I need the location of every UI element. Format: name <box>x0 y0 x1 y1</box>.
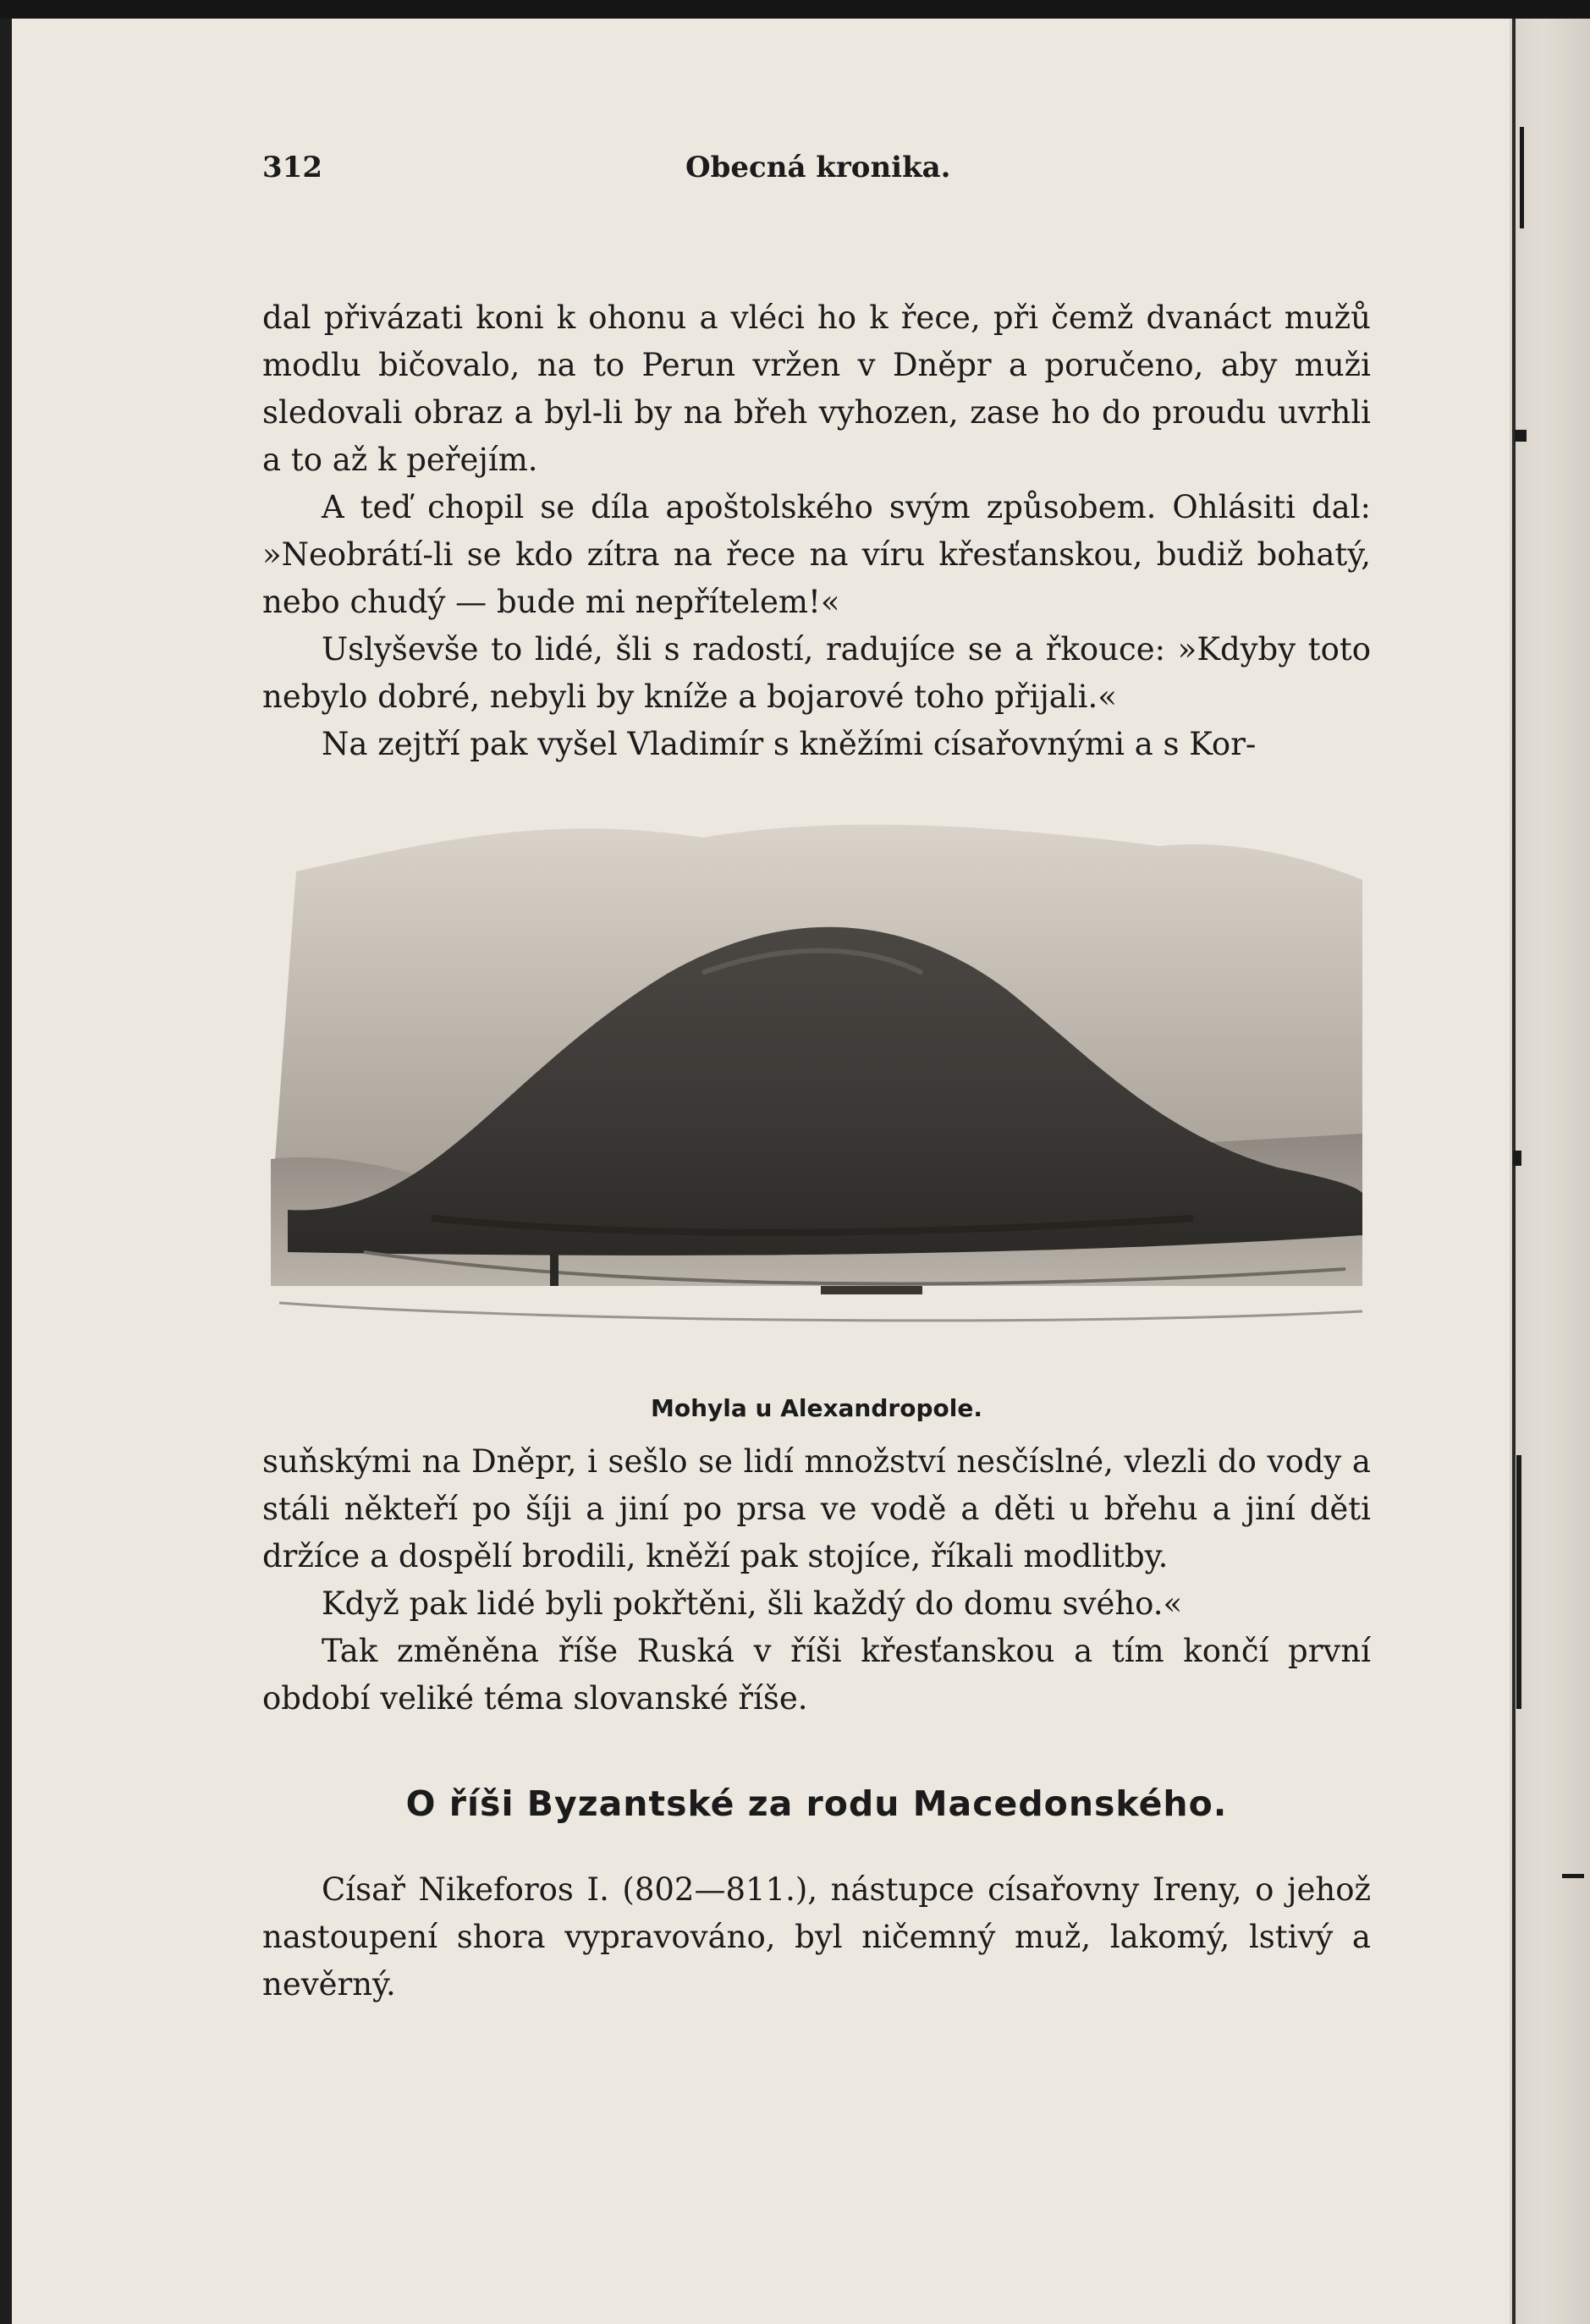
page-content <box>262 144 1371 2008</box>
edge-mark <box>1520 127 1524 228</box>
burial-mound-engraving <box>262 778 1371 1354</box>
edge-mark <box>1513 1151 1521 1166</box>
running-title: Obecná kronika. <box>685 151 951 184</box>
page-edge-strip <box>1510 19 1590 2324</box>
edge-mark <box>1516 1455 1521 1709</box>
paragraph: A teď chopil se díla apoštolského svým způsobem. Ohlásiti dal: »Neobrátí-li se kdo zítra na řece na víru křesťanskou, budiž bohatý, nebo chudý — bude mi nepřítelem!« <box>262 489 1371 620</box>
paragraph: Tak změněna říše Ruská v říši křesťanskou a tím končí první období veliké téma slovanské říše. <box>262 1633 1371 1717</box>
section-heading: O říši Byzantské za rodu Macedonského. <box>405 1783 1228 1824</box>
figure-caption: Mohyla u Alexandropole. <box>651 1394 982 1422</box>
scan-border <box>0 0 1590 19</box>
paragraph: Uslyševše to lidé, šli s radostí, radujíce se a řkouce: »Kdyby toto nebylo dobré, nebyli by kníže a bojarové toho přijali.« <box>262 631 1371 715</box>
edge-mark <box>1515 430 1527 442</box>
paragraph: Když pak lidé byli pokřtěni, šli každý do domu svého.« <box>322 1585 1183 1622</box>
paragraph: Císař Nikeforos I. (802—811.), nástupce císařovny Ireny, o jehož nastoupení shora vypravováno, byl ničemný muž, lakomý, lstivý a nevěrný. <box>262 1871 1371 2003</box>
figure <box>262 778 1371 1438</box>
paragraph: dal přivázati koni k ohonu a vléci ho k řece, při čemž dvanáct mužů modlu bičovalo, na to Perun vržen v Dněpr a poručeno, aby muži sledovali obraz a byl-li by na břeh vyhozen, zase ho do proudu uvrhli a to až k peřejím. <box>262 299 1371 478</box>
running-header <box>262 144 1371 195</box>
paragraph: Na zejtří pak vyšel Vladimír s kněžími císařovnými a s Kor- <box>322 726 1257 762</box>
edge-mark <box>1562 1874 1584 1878</box>
page-edge-line <box>1512 19 1516 2324</box>
page-number: 312 <box>262 151 322 184</box>
paragraph: suňskými na Dněpr, i sešlo se lidí množství nesčíslné, vlezli do vody a stáli někteří po šíji a jiní po prsa ve vodě a děti u břehu a jiní děti držíce a dospělí brodili, kněží pak stojíce, říkali modlitby. <box>262 1443 1371 1574</box>
